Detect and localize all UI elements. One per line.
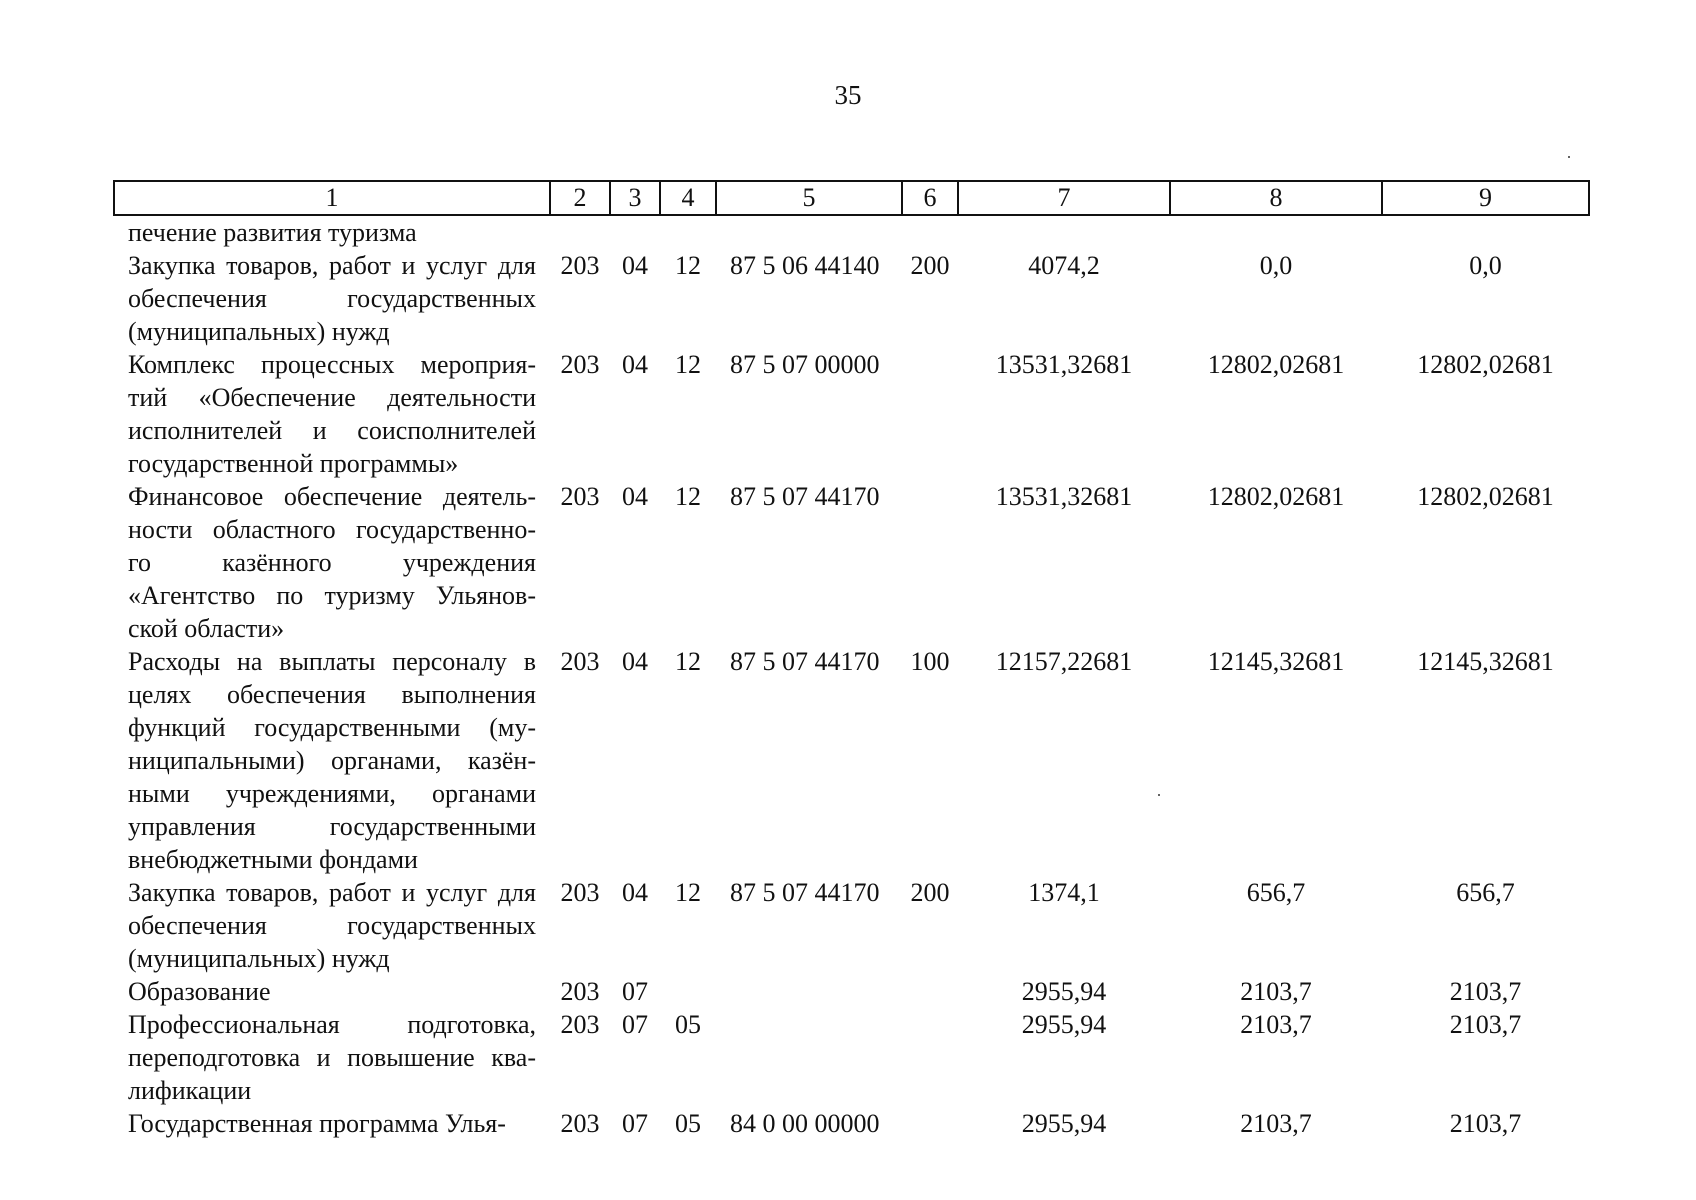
cell-section-code: 04: [622, 350, 648, 379]
table-row: [114, 348, 1589, 480]
cell-amount-col8: 12145,32681: [1207, 647, 1345, 676]
column-header: 3: [610, 181, 660, 215]
item-name-line: Финансовое обеспечение деятель-: [128, 482, 536, 511]
cell-ministry-code: 203: [560, 251, 600, 280]
cell-item-name: [114, 215, 550, 249]
cell-amount-col7: 12157,22681: [995, 647, 1133, 676]
cell-amount-col7: 13531,32681: [995, 350, 1133, 379]
item-name-line: Образование: [128, 977, 271, 1006]
cell-item-name: [114, 1008, 550, 1107]
cell-subsection-code: 05: [675, 1010, 701, 1039]
cell-amount-col8: 2103,7: [1240, 977, 1312, 1006]
cell-expense-type: [902, 480, 958, 645]
cell-expense-type: [902, 975, 958, 1008]
cell-target-article: 87 5 06 44140: [730, 251, 880, 280]
cell-expense-type: 200: [910, 878, 950, 907]
cell-item-name: [114, 975, 550, 1008]
cell-target-article: [716, 1008, 902, 1107]
item-name-line: лификации: [128, 1076, 252, 1105]
column-header: 2: [550, 181, 610, 215]
cell-target-article: 87 5 07 44170: [730, 647, 880, 676]
item-name-line: ской области»: [128, 614, 285, 643]
cell-item-name: [114, 1107, 550, 1140]
cell-ministry-code: 203: [560, 1010, 600, 1039]
item-name-line: обеспечения государственных: [128, 284, 536, 313]
cell-subsection-code: 12: [675, 878, 701, 907]
cell-amount-col9: 2103,7: [1449, 1010, 1522, 1039]
item-name-line: ниципальными) органами, казён-: [128, 746, 536, 775]
cell-amount-col7: 2955,94: [1021, 1010, 1107, 1039]
page-number: 35: [834, 80, 862, 110]
cell-amount-col7: 13531,32681: [995, 482, 1133, 511]
cell-amount-col8: 12802,02681: [1207, 350, 1345, 379]
item-name-line: тий «Обеспечение деятельности: [128, 383, 536, 412]
item-name-line: ными учреждениями, органами: [128, 779, 536, 808]
cell-expense-type: [902, 215, 958, 249]
cell-amount-col8: 12802,02681: [1207, 482, 1345, 511]
cell-amount-col8: [1170, 215, 1382, 249]
cell-expense-type: 100: [910, 647, 950, 676]
budget-table: [113, 180, 1590, 1140]
cell-amount-col9: 0,0: [1469, 251, 1502, 280]
item-name-line: Государственная программа Улья-: [128, 1109, 506, 1138]
item-name-line: (муниципальных) нужд: [128, 944, 390, 973]
table-row: [114, 645, 1589, 876]
column-header: 7: [958, 181, 1170, 215]
cell-amount-col9: 656,7: [1456, 878, 1515, 907]
column-header: 9: [1382, 181, 1589, 215]
item-name-line: государственной программы»: [128, 449, 459, 478]
cell-amount-col7: 2955,94: [1021, 1109, 1107, 1138]
cell-section-code: 07: [622, 977, 648, 1006]
cell-ministry-code: [550, 215, 610, 249]
table-row: [114, 1008, 1589, 1107]
cell-target-article: [716, 215, 902, 249]
column-header: 1: [114, 181, 550, 215]
item-name-line: печение развития туризма: [128, 218, 417, 247]
column-header: 4: [660, 181, 716, 215]
cell-amount-col9: 12802,02681: [1417, 482, 1554, 511]
table-row: [114, 975, 1589, 1008]
cell-item-name: [114, 348, 550, 480]
item-name-line: Закупка товаров, работ и услуг для: [128, 251, 536, 280]
cell-section-code: [610, 215, 660, 249]
cell-item-name: [114, 249, 550, 348]
cell-item-name: [114, 480, 550, 645]
cell-target-article: 87 5 07 44170: [730, 482, 880, 511]
cell-target-article: 87 5 07 44170: [730, 878, 880, 907]
item-name-line: переподготовка и повышение ква-: [128, 1043, 536, 1072]
item-name-line: Комплекс процессных мероприя-: [128, 350, 536, 379]
item-name-line: Закупка товаров, работ и услуг для: [128, 878, 536, 907]
cell-item-name: [114, 876, 550, 975]
item-name-line: функций государственными (му-: [128, 713, 536, 742]
cell-expense-type: 200: [910, 251, 950, 280]
item-name-line: «Агентство по туризму Ульянов-: [128, 581, 536, 610]
item-name-line: Расходы на выплаты персоналу в: [128, 647, 536, 676]
cell-ministry-code: 203: [560, 878, 600, 907]
cell-ministry-code: 203: [560, 1109, 600, 1138]
cell-ministry-code: 203: [560, 350, 600, 379]
item-name-line: обеспечения государственных: [128, 911, 536, 940]
cell-amount-col7: [958, 215, 1170, 249]
cell-subsection-code: 05: [675, 1109, 701, 1138]
scan-speck: [1568, 156, 1570, 158]
cell-expense-type: [902, 348, 958, 480]
cell-amount-col9: 12145,32681: [1417, 647, 1554, 676]
cell-section-code: 04: [622, 251, 648, 280]
cell-section-code: 04: [622, 647, 648, 676]
column-header: 5: [716, 181, 902, 215]
column-header: 6: [902, 181, 958, 215]
item-name-line: внебюджетными фондами: [128, 845, 418, 874]
cell-ministry-code: 203: [560, 647, 600, 676]
table-row: [114, 480, 1589, 645]
cell-subsection-code: 12: [675, 482, 701, 511]
cell-subsection-code: 12: [675, 251, 701, 280]
table-row: [114, 215, 1589, 249]
cell-section-code: 04: [622, 482, 648, 511]
item-name-line: Профессиональная подготовка,: [128, 1010, 536, 1039]
cell-item-name: [114, 645, 550, 876]
cell-amount-col8: 0,0: [1259, 251, 1293, 280]
cell-ministry-code: 203: [560, 482, 600, 511]
item-name-line: (муниципальных) нужд: [128, 317, 390, 346]
cell-expense-type: [902, 1008, 958, 1107]
cell-amount-col9: 2103,7: [1449, 977, 1522, 1006]
cell-target-article: 87 5 07 00000: [730, 350, 880, 379]
item-name-line: исполнителей и соисполнителей: [128, 416, 536, 445]
cell-section-code: 07: [622, 1010, 648, 1039]
cell-amount-col9: 2103,7: [1449, 1109, 1522, 1138]
cell-amount-col9: [1382, 215, 1589, 249]
cell-subsection-code: 12: [675, 647, 701, 676]
cell-amount-col7: 2955,94: [1021, 977, 1107, 1006]
cell-amount-col8: 2103,7: [1240, 1010, 1312, 1039]
cell-amount-col8: 2103,7: [1240, 1109, 1312, 1138]
cell-subsection-code: [660, 975, 716, 1008]
cell-amount-col9: 12802,02681: [1417, 350, 1554, 379]
cell-subsection-code: [660, 215, 716, 249]
cell-expense-type: [902, 1107, 958, 1140]
cell-amount-col7: 1374,1: [1028, 878, 1100, 907]
item-name-line: управления государственными: [128, 812, 536, 841]
table-header-row: [114, 181, 1589, 215]
table-body: [114, 215, 1589, 1140]
table-row: [114, 1107, 1589, 1140]
cell-section-code: 07: [622, 1109, 648, 1138]
column-header: 8: [1170, 181, 1382, 215]
cell-amount-col7: 4074,2: [1028, 251, 1100, 280]
cell-ministry-code: 203: [560, 977, 600, 1006]
cell-amount-col8: 656,7: [1246, 878, 1306, 907]
item-name-line: го казённого учреждения: [128, 548, 536, 577]
item-name-line: целях обеспечения выполнения: [128, 680, 536, 709]
item-name-line: ности областного государственно-: [128, 515, 536, 544]
table-row: [114, 876, 1589, 975]
cell-section-code: 04: [622, 878, 648, 907]
table-row: [114, 249, 1589, 348]
cell-target-article: 84 0 00 00000: [730, 1109, 880, 1138]
cell-target-article: [716, 975, 902, 1008]
cell-subsection-code: 12: [675, 350, 701, 379]
